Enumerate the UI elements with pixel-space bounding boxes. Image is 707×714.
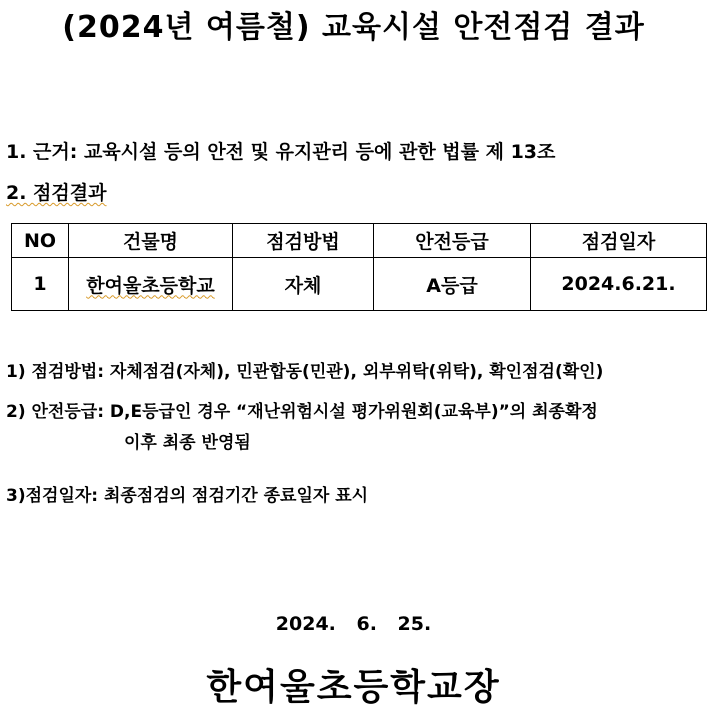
- note-method: 1) 점검방법: 자체점검(자체), 민관합동(민관), 외부위탁(위탁), 확인점검(확인): [6, 362, 604, 382]
- principal-signature: 한여울초등학교장: [206, 667, 501, 708]
- result-table: [11, 223, 707, 311]
- header-building: 건물명: [69, 224, 233, 258]
- table-header-row: [12, 224, 707, 258]
- basis-heading: 1. 근거: 교육시설 등의 안전 및 유지관리 등에 관한 법률 제 13조: [6, 141, 556, 163]
- header-method: 점검방법: [233, 224, 374, 258]
- note-grade-continued: 이후 최종 반영됨: [124, 433, 251, 453]
- page-title: (2024년 여름철) 교육시설 안전점검 결과: [62, 10, 645, 45]
- table-row: [12, 258, 707, 311]
- note-grade: 2) 안전등급: D,E등급인 경우 “재난위험시설 평가위원회(교육부)”의 최종확정: [6, 402, 598, 422]
- note-date: 3)점검일자: 최종점검의 점검기간 종료일자 표시: [6, 486, 369, 506]
- cell-no: 1: [12, 258, 69, 311]
- cell-date: 2024.6.21.: [531, 258, 707, 311]
- issue-date: 2024. 6. 25.: [275, 613, 432, 635]
- header-date: 점검일자: [531, 224, 707, 258]
- header-no: NO: [12, 224, 69, 258]
- cell-building: 한여울초등학교: [69, 258, 233, 311]
- cell-method: 자체: [233, 258, 374, 311]
- cell-grade: A등급: [374, 258, 531, 311]
- result-heading: 2. 점검결과: [6, 182, 107, 204]
- header-grade: 안전등급: [374, 224, 531, 258]
